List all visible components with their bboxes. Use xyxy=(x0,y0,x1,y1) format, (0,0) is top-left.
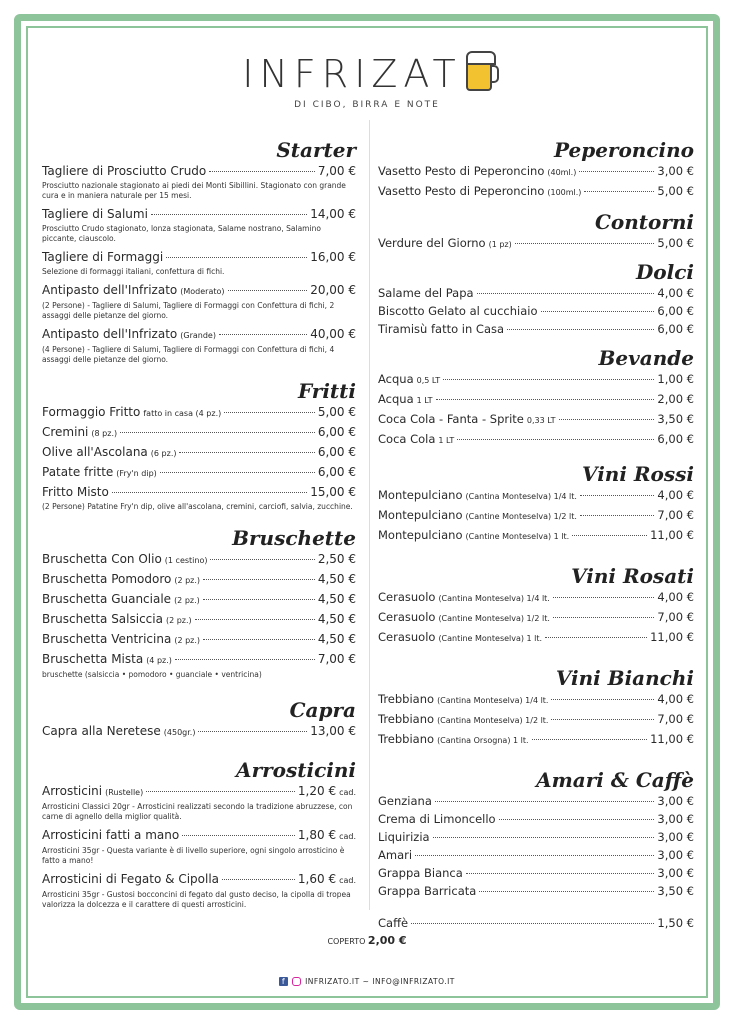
item-note: (2 pz.) xyxy=(174,636,201,645)
item-price: 6,00 € xyxy=(317,445,356,459)
item-unit: cad. xyxy=(339,788,356,797)
item-name: Formaggio Fritto xyxy=(42,405,141,419)
item-price: 16,00 € xyxy=(310,250,356,264)
item-note: (Cantine Monteselva) 1/2 lt. xyxy=(438,614,550,623)
item-note: (8 pz.) xyxy=(91,429,118,438)
item-price: 3,50 € xyxy=(657,884,694,898)
dot-leader xyxy=(146,791,295,792)
menu-item xyxy=(42,650,356,670)
dot-leader xyxy=(182,835,295,836)
beer-mug-icon xyxy=(466,57,492,91)
item-price: 3,00 € xyxy=(657,830,694,844)
dot-leader xyxy=(572,535,647,536)
item-name: Olive all'Ascolana xyxy=(42,445,148,459)
item-note: 1 LT xyxy=(438,436,455,445)
item-description: Prosciutto nazionale stagionato ai piedi dei Monti Sibillini. Stagionato con grande cura e in maniera naturale per 15 mesi. xyxy=(42,181,346,200)
menu-item xyxy=(42,570,356,590)
menu-item xyxy=(378,370,694,390)
item-name: Tagliere di Prosciutto Crudo xyxy=(42,164,207,178)
item-name: Montepulciano xyxy=(378,488,463,502)
item-price: 6,00 € xyxy=(317,425,356,439)
menu-item xyxy=(378,690,694,710)
item-name: Coca Cola xyxy=(378,432,436,446)
item-price: 5,00 € xyxy=(317,405,356,419)
dot-leader xyxy=(435,801,655,802)
item-description: Arrosticini 35gr - Questa variante è di livello superiore, ogni singolo arrosticino è fatto a mano! xyxy=(42,846,345,865)
dot-leader xyxy=(515,243,655,244)
item-price: 6,00 € xyxy=(657,432,694,446)
dot-leader xyxy=(477,293,655,294)
item-note: (2 pz.) xyxy=(174,596,200,605)
item-name: Capra alla Neretese xyxy=(42,724,161,738)
coperto-label: COPERTO xyxy=(327,937,366,946)
item-name: Amari xyxy=(378,848,413,862)
item-price: 4,00 € xyxy=(657,488,694,502)
item-name: Antipasto dell'Infrizato xyxy=(42,283,178,297)
menu-section-dolci xyxy=(378,260,694,338)
item-name: Genziana xyxy=(378,794,432,808)
dot-leader xyxy=(584,191,654,192)
item-price: 3,00 € xyxy=(657,866,694,880)
dot-leader xyxy=(457,439,654,440)
item-description: Prosciutto Crudo stagionato, lonza stagionata, Salame nostrano, Salamino piccante, ciauscolo. xyxy=(42,224,321,243)
item-name: Tagliere di Salumi xyxy=(42,207,148,221)
item-description: Arrosticini 35gr - Gustosi bocconcini di fegato dal gusto deciso, la cipolla di tropea valorizza la dolcezza e il carattere di questi arrosticini. xyxy=(42,890,351,909)
menu-item xyxy=(42,722,356,742)
item-name: Acqua xyxy=(378,392,414,406)
item-name: Crema di Limoncello xyxy=(378,812,496,826)
item-price: 20,00 € xyxy=(310,283,356,297)
section-title: Capra xyxy=(289,698,356,722)
item-price: 2,00 € xyxy=(657,392,694,406)
item-name: Acqua xyxy=(378,372,414,386)
section-title: Starter xyxy=(276,138,356,162)
item-note: (1 pz) xyxy=(488,240,512,249)
dot-leader xyxy=(551,719,654,720)
item-name: Montepulciano xyxy=(378,528,463,542)
dot-leader xyxy=(228,290,308,291)
item-unit: cad. xyxy=(339,876,356,885)
dot-leader xyxy=(415,855,654,856)
item-description: Arrosticini Classici 20gr - Arrosticini realizzati secondo la tradizione abruzzese, con carne di agnello della miglior qualità. xyxy=(42,802,353,821)
item-name: Trebbiano xyxy=(378,692,435,706)
menu-item xyxy=(378,608,694,628)
dot-leader xyxy=(532,739,648,740)
item-name: Trebbiano xyxy=(378,712,435,726)
menu-section-vini-rosati xyxy=(378,564,694,648)
dot-leader xyxy=(436,399,655,400)
item-price: 3,00 € xyxy=(657,848,694,862)
item-note: (Cantina Monteselva) 1/4 lt. xyxy=(465,492,577,501)
item-price: 40,00 € xyxy=(310,327,356,341)
item-name: Verdure del Giorno xyxy=(378,236,486,250)
menu-item xyxy=(42,590,356,610)
item-note: (Cantina Monteselva) 1/2 lt. xyxy=(437,716,549,725)
menu-item xyxy=(378,710,694,730)
menu-item xyxy=(378,828,694,846)
dot-leader xyxy=(545,637,647,638)
section-title: Amari & Caffè xyxy=(536,768,694,792)
dot-leader xyxy=(198,731,307,732)
dot-leader xyxy=(209,171,315,172)
dot-leader xyxy=(195,619,315,620)
menu-section-vini-rossi xyxy=(378,462,694,546)
dot-leader xyxy=(411,923,654,924)
item-name: Bruschetta Salsiccia xyxy=(42,612,163,626)
item-name: Tagliere di Formaggi xyxy=(42,250,164,264)
item-note: (Cantina Monteselva) 1/4 lt. xyxy=(438,594,550,603)
tagline: DI CIBO, BIRRA E NOTE xyxy=(294,100,440,110)
item-price: 11,00 € xyxy=(650,630,694,644)
item-name: Grappa Barricata xyxy=(378,884,477,898)
menu-item xyxy=(42,782,356,802)
item-note: 1 LT xyxy=(416,396,433,405)
item-name: Vasetto Pesto di Peperoncino xyxy=(378,164,545,178)
dot-leader xyxy=(551,699,654,700)
item-note: (Cantine Monteselva) 1 lt. xyxy=(438,634,543,643)
menu-item xyxy=(42,483,356,502)
menu-item xyxy=(42,443,356,463)
item-name: Tiramisù fatto in Casa xyxy=(378,322,505,336)
item-note: (Moderato) xyxy=(180,287,225,296)
item-price: 5,00 € xyxy=(657,236,694,250)
item-price: 4,50 € xyxy=(317,632,356,646)
menu-item xyxy=(378,182,694,202)
dot-leader xyxy=(443,379,654,380)
menu-section-starter xyxy=(42,138,356,365)
menu-item xyxy=(42,205,356,224)
dot-leader xyxy=(553,617,655,618)
logo-text: INFRIZAT xyxy=(242,52,462,96)
item-note: (40ml.) xyxy=(547,168,577,177)
dot-leader xyxy=(580,515,654,516)
item-name: Grappa Bianca xyxy=(378,866,463,880)
instagram-icon[interactable] xyxy=(292,977,301,986)
menu-item xyxy=(378,410,694,430)
item-unit: cad. xyxy=(339,832,356,841)
item-note: (6 pz.) xyxy=(150,449,177,458)
dot-leader xyxy=(579,171,654,172)
item-name: Antipasto dell'Infrizato xyxy=(42,327,178,341)
dot-leader xyxy=(507,329,654,330)
menu-item xyxy=(42,248,356,267)
dot-leader xyxy=(466,873,655,874)
dot-leader xyxy=(433,837,655,838)
item-note: (2 pz.) xyxy=(165,616,192,625)
section-title: Vini Rossi xyxy=(582,462,694,486)
menu-item xyxy=(378,162,694,182)
item-price: 7,00 € xyxy=(317,652,356,666)
menu-item xyxy=(378,320,694,338)
menu-item xyxy=(378,810,694,828)
menu-item xyxy=(378,588,694,608)
item-price: 3,00 € xyxy=(657,164,694,178)
dot-leader xyxy=(112,492,307,493)
menu-item xyxy=(42,162,356,181)
dot-leader xyxy=(479,891,654,892)
item-name: Montepulciano xyxy=(378,508,463,522)
dot-leader xyxy=(203,639,315,640)
item-price: 1,60 € xyxy=(297,872,337,886)
item-price: 4,50 € xyxy=(317,592,356,606)
item-price: 3,50 € xyxy=(657,412,694,426)
item-price: 2,50 € xyxy=(317,552,356,566)
menu-section-bruschette xyxy=(42,526,356,680)
menu-section-bevande xyxy=(378,346,694,450)
item-price: 11,00 € xyxy=(650,732,694,746)
left-column xyxy=(42,138,356,914)
item-name: Biscotto Gelato al cucchiaio xyxy=(378,304,538,318)
item-price: 6,00 € xyxy=(657,322,694,336)
item-description: bruschette (salsiccia • pomodoro • guanciale • ventricina) xyxy=(42,670,262,679)
menu-item xyxy=(378,302,694,320)
item-price: 7,00 € xyxy=(657,508,694,522)
dot-leader xyxy=(222,879,295,880)
item-name: Cerasuolo xyxy=(378,590,436,604)
item-price: 3,00 € xyxy=(657,794,694,808)
menu-section-fritti xyxy=(42,379,356,512)
item-price: 13,00 € xyxy=(310,724,356,738)
section-title: Contorni xyxy=(594,210,694,234)
item-name: Cerasuolo xyxy=(378,610,436,624)
item-price: 11,00 € xyxy=(650,528,694,542)
item-name: Arrosticini xyxy=(42,784,103,798)
dot-leader xyxy=(210,559,314,560)
menu-item xyxy=(378,914,694,932)
item-price: 1,20 € xyxy=(297,784,337,798)
item-name: Liquirizia xyxy=(378,830,430,844)
item-price: 1,50 € xyxy=(657,916,694,930)
item-description: (2 Persone) Patatine Fry'n dip, olive all'ascolana, cremini, carciofi, salvia, zucchine. xyxy=(42,502,353,511)
item-note: (Fry'n dip) xyxy=(116,469,157,478)
menu-item xyxy=(42,403,356,423)
coperto xyxy=(0,934,734,947)
dot-leader xyxy=(553,597,655,598)
item-note: (Cantine Monteselva) 1 lt. xyxy=(465,532,570,541)
item-price: 4,00 € xyxy=(657,590,694,604)
right-column xyxy=(378,138,694,932)
menu-item xyxy=(378,628,694,648)
menu-section-capra xyxy=(42,698,356,742)
section-title: Dolci xyxy=(635,260,694,284)
item-name: Fritto Misto xyxy=(42,485,109,499)
item-name: Bruschetta Guanciale xyxy=(42,592,172,606)
menu-item xyxy=(378,506,694,526)
item-note: fatto in casa (4 pz.) xyxy=(143,409,222,418)
item-price: 7,00 € xyxy=(657,610,694,624)
menu-section-vini-bianchi xyxy=(378,666,694,750)
item-description: (4 Persone) - Tagliere di Salumi, Tagliere di Formaggi con Confettura di fichi, 4 assaggi delle pietanze del giorno. xyxy=(42,345,335,364)
item-note: (Cantina Orsogna) 1 lt. xyxy=(437,736,529,745)
menu-section-amari-caff xyxy=(378,768,694,932)
header xyxy=(0,52,734,110)
item-note: (Rustelle) xyxy=(105,788,144,797)
item-note: 0,33 LT xyxy=(526,416,556,425)
item-price: 3,00 € xyxy=(657,812,694,826)
dot-leader xyxy=(499,819,655,820)
footer-contacts[interactable]: INFRIZATO.IT ~ INFO@INFRIZATO.IT xyxy=(305,977,455,986)
item-note: (4 pz.) xyxy=(146,656,172,665)
dot-leader xyxy=(224,412,315,413)
item-name: Arrosticini fatti a mano xyxy=(42,828,180,842)
dot-leader xyxy=(151,214,307,215)
menu-item xyxy=(378,864,694,882)
facebook-icon[interactable]: f xyxy=(279,977,288,986)
section-title: Fritti xyxy=(297,379,356,403)
section-title: Bruschette xyxy=(232,526,356,550)
section-title: Arrosticini xyxy=(236,758,356,782)
item-price: 4,50 € xyxy=(317,572,356,586)
menu-item xyxy=(378,846,694,864)
dot-leader xyxy=(219,334,307,335)
item-name: Caffè xyxy=(378,916,409,930)
coperto-price: 2,00 € xyxy=(367,934,407,947)
section-title: Bevande xyxy=(598,346,694,370)
item-name: Vasetto Pesto di Peperoncino xyxy=(378,184,545,198)
menu-item xyxy=(42,630,356,650)
item-name: Cerasuolo xyxy=(378,630,436,644)
item-price: 1,80 € xyxy=(297,828,337,842)
menu-item xyxy=(42,870,356,890)
dot-leader xyxy=(203,599,315,600)
item-price: 4,00 € xyxy=(657,692,694,706)
item-note: (100ml.) xyxy=(547,188,582,197)
menu-item xyxy=(378,430,694,450)
item-name: Patate fritte xyxy=(42,465,114,479)
footer xyxy=(0,977,734,986)
item-note: (1 cestino) xyxy=(164,556,208,565)
menu-item xyxy=(42,281,356,301)
item-note: (2 pz.) xyxy=(174,576,201,585)
menu-item xyxy=(42,826,356,846)
item-note: 0,5 LT xyxy=(416,376,441,385)
menu-item xyxy=(42,325,356,345)
item-note: (450gr.) xyxy=(163,728,196,737)
menu-section-peperoncino xyxy=(378,138,694,202)
item-price: 1,00 € xyxy=(657,372,694,386)
item-price: 14,00 € xyxy=(310,207,356,221)
menu-item xyxy=(42,463,356,483)
menu-item xyxy=(42,550,356,570)
item-price: 6,00 € xyxy=(317,465,356,479)
menu-item xyxy=(42,423,356,443)
dot-leader xyxy=(203,579,315,580)
dot-leader xyxy=(541,311,655,312)
menu-section-contorni xyxy=(378,210,694,254)
menu-item xyxy=(378,882,694,900)
dot-leader xyxy=(160,472,315,473)
dot-leader xyxy=(120,432,315,433)
logo xyxy=(242,52,491,96)
item-price: 5,00 € xyxy=(657,184,694,198)
column-divider xyxy=(369,120,370,910)
menu-item xyxy=(378,792,694,810)
section-title: Peperoncino xyxy=(553,138,694,162)
menu-item xyxy=(378,234,694,254)
item-note: (Grande) xyxy=(180,331,216,340)
item-name: Cremini xyxy=(42,425,89,439)
item-price: 4,50 € xyxy=(317,612,356,626)
menu-item xyxy=(378,486,694,506)
section-title: Vini Bianchi xyxy=(555,666,694,690)
item-note: (Cantina Monteselva) 1/4 lt. xyxy=(437,696,549,705)
item-name: Coca Cola - Fanta - Sprite xyxy=(378,412,524,426)
dot-leader xyxy=(166,257,307,258)
menu-item xyxy=(378,284,694,302)
item-price: 4,00 € xyxy=(657,286,694,300)
menu-item xyxy=(378,390,694,410)
item-name: Arrosticini di Fegato & Cipolla xyxy=(42,872,220,886)
menu-item xyxy=(378,730,694,750)
item-name: Salame del Papa xyxy=(378,286,474,300)
item-name: Bruschetta Pomodoro xyxy=(42,572,172,586)
item-name: Bruschetta Ventricina xyxy=(42,632,172,646)
item-description: (2 Persone) - Tagliere di Salumi, Tagliere di Formaggi con Confettura di fichi, 2 assaggi delle pietanze del giorno. xyxy=(42,301,335,320)
item-description: Selezione di formaggi italiani, confettura di fichi. xyxy=(42,267,225,276)
dot-leader xyxy=(175,659,315,660)
menu-section-arrosticini xyxy=(42,758,356,910)
dot-leader xyxy=(580,495,654,496)
item-price: 7,00 € xyxy=(317,164,356,178)
menu-item xyxy=(378,526,694,546)
dot-leader xyxy=(179,452,314,453)
item-name: Trebbiano xyxy=(378,732,435,746)
item-note: (Cantine Monteselva) 1/2 lt. xyxy=(465,512,577,521)
item-price: 6,00 € xyxy=(657,304,694,318)
item-name: Bruschetta Con Olio xyxy=(42,552,162,566)
section-title: Vini Rosati xyxy=(571,564,694,588)
menu-item xyxy=(42,610,356,630)
dot-leader xyxy=(559,419,655,420)
item-price: 7,00 € xyxy=(657,712,694,726)
item-price: 15,00 € xyxy=(310,485,356,499)
item-name: Bruschetta Mista xyxy=(42,652,144,666)
